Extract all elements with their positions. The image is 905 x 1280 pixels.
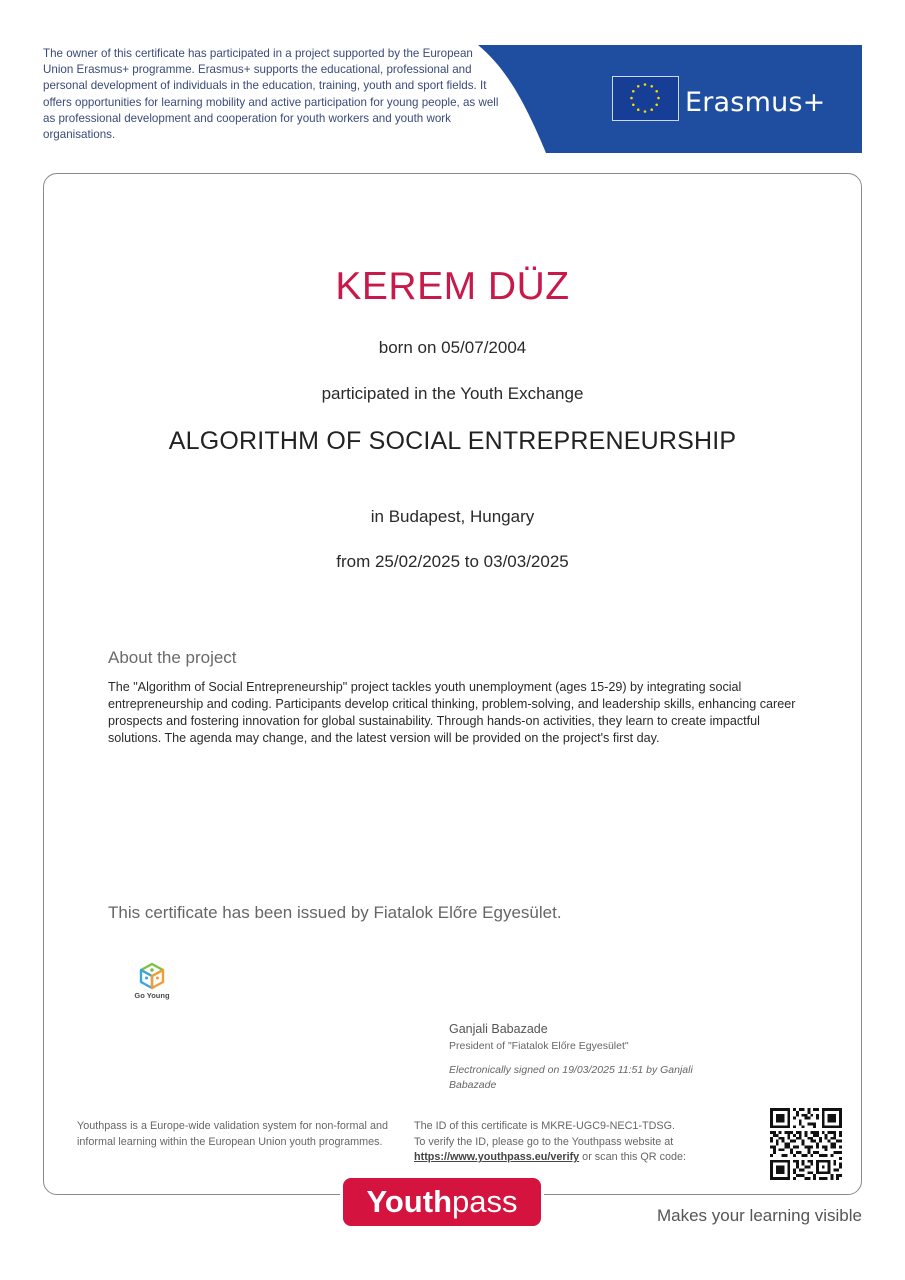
birth-date: born on 05/07/2004 (378, 338, 527, 357)
verify-instructions: To verify the ID, please go to the Youthpass website at (414, 1135, 674, 1148)
go-young-label: Go Young (134, 991, 170, 1000)
verify-link[interactable]: https://www.youthpass.eu/verify (414, 1151, 580, 1164)
project-title: ALGORITHM OF SOCIAL ENTREPRENEURSHIP (168, 427, 737, 455)
youthpass-logo (343, 1178, 541, 1226)
youthpass-tagline: Makes your learning visible (656, 1206, 862, 1225)
project-dates: from 25/02/2025 to 03/03/2025 (336, 552, 569, 571)
project-location: in Budapest, Hungary (370, 507, 535, 526)
go-young-cube-icon (138, 962, 166, 990)
participant-name: KEREM DÜZ (335, 265, 570, 308)
certificate-id-block (414, 1119, 734, 1166)
erasmus-logo-text: Erasmus+ (685, 87, 826, 118)
erasmus-notice: The owner of this certificate has participated in a project supported by the European Union Erasmus+ programme. Erasmus+ supports the educational, professional and personal development of individuals in the education, training, youth and sport fields. It offers opportunities for learning mobility and active participation for young people, as well as professional development and cooperation for youth workers and youth work organisations. (43, 47, 499, 142)
signer-role: President of "Fiatalok Előre Egyesület" (449, 1040, 629, 1052)
youthpass-logo-bold: Youth (366, 1184, 453, 1219)
issuer-statement: This certificate has been issued by Fiatalok Előre Egyesület. (108, 903, 562, 922)
eu-flag-icon (612, 76, 679, 121)
youthpass-description: Youthpass is a Europe-wide validation system for non-formal and informal learning within the European Union youth programmes. (77, 1120, 388, 1148)
electronic-signature-note: Electronically signed on 19/03/2025 11:51 by Ganjali Babazade (449, 1064, 693, 1091)
about-description: The "Algorithm of Social Entrepreneurship" project tackles youth unemployment (ages 15-29) by integrating social entrepreneurship and coding. Participants develop critical thinking, problem-solving, and leadership skills, enhancing career prospects and fostering innovation for global sustainability. Through hands-on activities, they learn to create impactful solutions. The agenda may change, and the latest version will be provided on the project's first day. (108, 680, 796, 745)
verify-suffix: or scan this QR code: (579, 1151, 687, 1164)
signer-name: Ganjali Babazade (449, 1022, 548, 1036)
id-prefix: The ID of this certificate is (414, 1120, 542, 1132)
participation-type: participated in the Youth Exchange (321, 384, 584, 403)
erasmus-banner (478, 45, 862, 153)
qr-code-icon[interactable] (770, 1108, 842, 1180)
certificate-id: MKRE-UGC9-NEC1-TDSG. (541, 1120, 675, 1132)
youthpass-logo-regular: pass (452, 1184, 518, 1219)
about-heading: About the project (108, 648, 237, 667)
go-young-logo (128, 962, 176, 1004)
